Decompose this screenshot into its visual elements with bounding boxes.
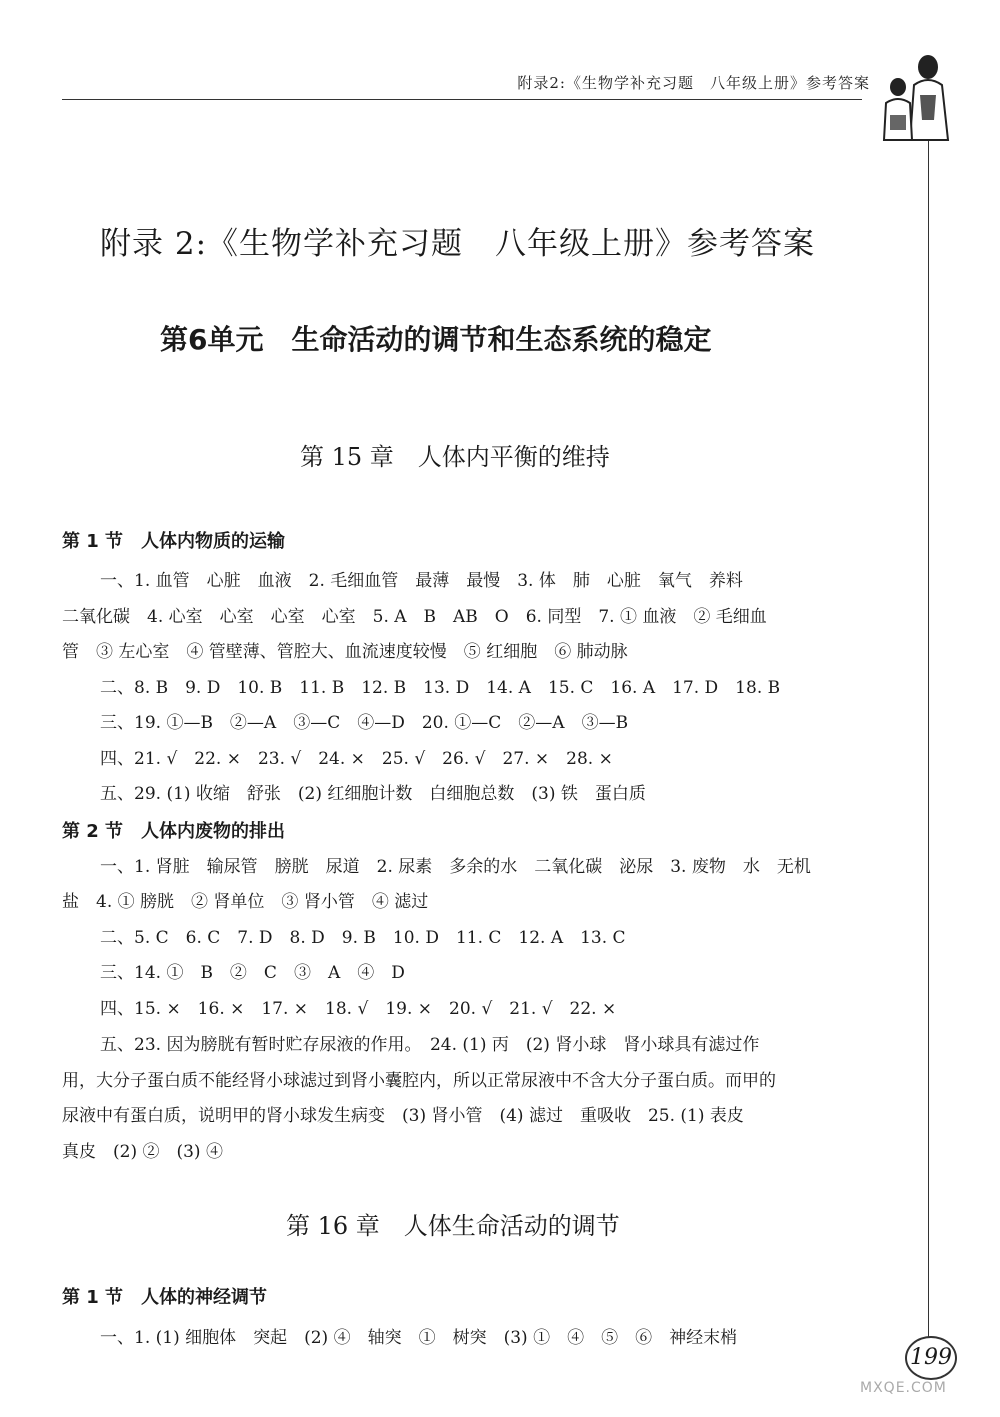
answer-line: 管 ③ 左心室 ④ 管壁薄、管腔大、血流速度较慢 ⑤ 红细胞 ⑥ 肺动脉 xyxy=(62,642,628,662)
answer-line: 五、23. 因为膀胱有暂时贮存尿液的作用。 24. (1) 丙 (2) 肾小球 肾小球具有滤过作 xyxy=(100,1035,760,1055)
section-title: 第 1 节 人体的神经调节 xyxy=(62,1287,268,1308)
side-rule xyxy=(928,140,929,1340)
chapter-title: 第 15 章 人体内平衡的维持 xyxy=(300,443,610,471)
teacher-student-illustration xyxy=(870,45,958,145)
answer-line: 盐 4. ① 膀胱 ② 肾单位 ③ 肾小管 ④ 滤过 xyxy=(62,892,429,912)
answer-line: 四、15. × 16. × 17. × 18. √ 19. × 20. √ 21. √ 22. × xyxy=(100,999,617,1019)
section-title: 第 1 节 人体内物质的运输 xyxy=(62,531,286,552)
answer-line: 一、1. 血管 心脏 血液 2. 毛细血管 最薄 最慢 3. 体 肺 心脏 氧气 养料 xyxy=(100,571,743,591)
unit-title: 第6单元 生命活动的调节和生态系统的稳定 xyxy=(160,323,712,356)
running-header: 附录2:《生物学补充习题 八年级上册》参考答案 xyxy=(517,74,870,92)
answer-line: 四、21. √ 22. × 23. √ 24. × 25. √ 26. √ 27. × 28. × xyxy=(100,749,613,769)
answer-line: 二氧化碳 4. 心室 心室 心室 心室 5. A B AB O 6. 同型 7. ① 血液 ② 毛细血 xyxy=(62,607,767,627)
section-title: 第 2 节 人体内废物的排出 xyxy=(62,821,286,842)
chapter-title: 第 16 章 人体生命活动的调节 xyxy=(286,1212,620,1240)
answer-line: 真皮 (2) ② (3) ④ xyxy=(62,1142,223,1162)
answer-line: 二、8. B 9. D 10. B 11. B 12. B 13. D 14. A 15. C 16. A 17. D 18. B xyxy=(100,678,781,698)
answer-line: 五、29. (1) 收缩 舒张 (2) 红细胞计数 白细胞总数 (3) 铁 蛋白质 xyxy=(100,784,646,804)
answer-line: 一、1. (1) 细胞体 突起 (2) ④ 轴突 ① 树突 (3) ① ④ ⑤ ⑥ 神经末梢 xyxy=(100,1328,738,1348)
watermark: MXQE.COM xyxy=(860,1380,947,1396)
page-number: 199 xyxy=(905,1336,957,1380)
answer-line: 三、19. ①—B ②—A ③—C ④—D 20. ①—C ②—A ③—B xyxy=(100,713,629,733)
answer-line: 一、1. 肾脏 输尿管 膀胱 尿道 2. 尿素 多余的水 二氧化碳 泌尿 3. 废物 水 无机 xyxy=(100,857,811,877)
answer-line: 二、5. C 6. C 7. D 8. D 9. B 10. D 11. C 12. A 13. C xyxy=(100,928,626,948)
answer-line: 用，大分子蛋白质不能经肾小球滤过到肾小囊腔内，所以正常尿液中不含大分子蛋白质。而甲的 xyxy=(62,1071,776,1091)
answer-line: 三、14. ① B ② C ③ A ④ D xyxy=(100,963,405,983)
document-title: 附录 2:《生物学补充习题 八年级上册》参考答案 xyxy=(100,226,816,262)
header-rule xyxy=(62,99,862,100)
answer-line: 尿液中有蛋白质，说明甲的肾小球发生病变 (3) 肾小管 (4) 滤过 重吸收 25. (1) 表皮 xyxy=(62,1106,744,1126)
